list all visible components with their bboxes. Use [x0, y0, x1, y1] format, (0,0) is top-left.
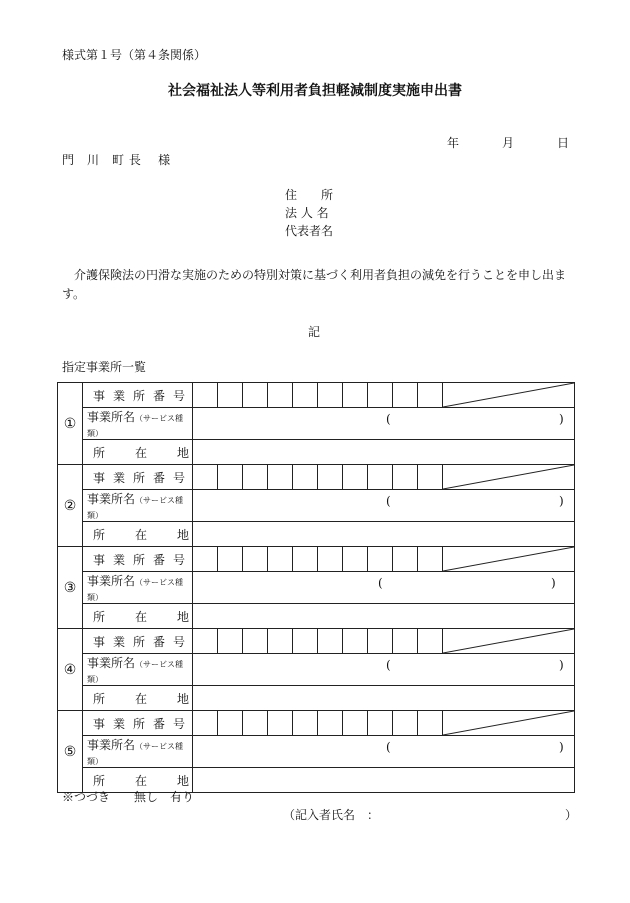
- service-paren-open: (: [378, 576, 383, 590]
- office-number-label-char: 業: [112, 634, 125, 649]
- office-number-digit-box[interactable]: [218, 465, 243, 490]
- office-number-digit-box[interactable]: [418, 711, 443, 736]
- continuation-note: ※つづき 無し 有り: [62, 790, 195, 804]
- office-number-digit-box[interactable]: [243, 465, 268, 490]
- service-paren-close: ): [559, 412, 564, 426]
- office-name-text: 事業所名: [87, 656, 136, 670]
- office-number-digit-box[interactable]: [393, 711, 418, 736]
- office-number-label-char: 号: [172, 634, 185, 649]
- office-number-label-char: 所: [132, 716, 145, 731]
- service-paren-open: (: [386, 412, 391, 426]
- service-paren-close: ): [559, 740, 564, 754]
- office-number-label: [83, 383, 193, 408]
- service-type-text: （サービス種類）: [87, 496, 184, 520]
- location-row: [58, 440, 575, 465]
- body-sentence: 介護保険法の円滑な実施のための特別対策に基づく利用者負担の減免を行うことを申し出ます。: [62, 268, 567, 301]
- form-number: 様式第１号（第４条関係）: [62, 48, 207, 62]
- office-number-digit-box[interactable]: [243, 383, 268, 408]
- office-number-row: [58, 383, 575, 408]
- office-number-digit-box[interactable]: [343, 711, 368, 736]
- office-number-digit-box[interactable]: [343, 629, 368, 654]
- office-number-digit-box[interactable]: [268, 547, 293, 572]
- office-number-label-char: 事: [93, 470, 106, 485]
- office-number-label: [83, 547, 193, 572]
- office-number-digit-box[interactable]: [293, 547, 318, 572]
- location-input[interactable]: [193, 522, 575, 547]
- office-number-label: [83, 465, 193, 490]
- office-list-table: [57, 382, 575, 793]
- office-name-row: [58, 736, 575, 768]
- office-number-digit-box[interactable]: [193, 383, 218, 408]
- service-paren-open: (: [386, 658, 391, 672]
- office-name-input[interactable]: [193, 736, 575, 768]
- date-month: 月: [502, 136, 515, 150]
- location-label: [83, 686, 193, 711]
- office-name-text: 事業所名: [87, 410, 136, 424]
- office-number-digit-box[interactable]: [218, 547, 243, 572]
- entry-marker: ④: [58, 629, 83, 711]
- office-number-label-char: 番: [152, 470, 165, 485]
- office-number-label: [83, 629, 193, 654]
- office-number-label-char: 号: [172, 388, 185, 403]
- office-number-digit-box[interactable]: [368, 465, 393, 490]
- office-number-digit-box[interactable]: [368, 711, 393, 736]
- office-number-label-char: 業: [112, 552, 125, 567]
- office-name-input[interactable]: [193, 572, 575, 604]
- office-number-digit-box[interactable]: [293, 465, 318, 490]
- location-label-char: 地: [176, 527, 189, 542]
- office-number-label-char: 所: [132, 634, 145, 649]
- office-number-digit-box[interactable]: [293, 711, 318, 736]
- office-number-digit-box[interactable]: [243, 629, 268, 654]
- entry-marker: ⑤: [58, 711, 83, 793]
- office-number-label-char: 事: [93, 388, 106, 403]
- office-number-digit-box[interactable]: [393, 465, 418, 490]
- office-number-digit-box[interactable]: [343, 383, 368, 408]
- office-number-digit-box[interactable]: [268, 629, 293, 654]
- location-label-char: 在: [134, 773, 147, 788]
- office-number-label-char: 事: [93, 552, 106, 567]
- office-number-digit-box[interactable]: [418, 547, 443, 572]
- location-label-char: 所: [93, 445, 106, 460]
- body-text: [62, 266, 574, 304]
- location-label: [83, 440, 193, 465]
- office-number-row: [58, 465, 575, 490]
- office-number-digit-box[interactable]: [268, 383, 293, 408]
- office-number-label-char: 番: [152, 634, 165, 649]
- diagonal-slash: [443, 629, 574, 653]
- office-name-label: [83, 654, 193, 686]
- office-number-slash-cell: [443, 547, 575, 572]
- office-number-digit-box[interactable]: [218, 383, 243, 408]
- office-number-digit-box[interactable]: [393, 629, 418, 654]
- office-number-digit-box[interactable]: [318, 629, 343, 654]
- service-paren-close: ): [551, 576, 556, 590]
- office-number-slash-cell: [443, 383, 575, 408]
- office-number-digit-box[interactable]: [343, 465, 368, 490]
- office-number-digit-box[interactable]: [393, 383, 418, 408]
- location-label: [83, 604, 193, 629]
- office-name-row: [58, 490, 575, 522]
- office-number-digit-box[interactable]: [368, 629, 393, 654]
- location-row: [58, 604, 575, 629]
- location-row: [58, 686, 575, 711]
- office-number-label-char: 所: [132, 388, 145, 403]
- entry-marker: ③: [58, 547, 83, 629]
- location-input[interactable]: [193, 604, 575, 629]
- office-name-row: [58, 408, 575, 440]
- office-number-label-char: 番: [152, 552, 165, 567]
- location-label-char: 在: [134, 691, 147, 706]
- location-label-char: 地: [176, 445, 189, 460]
- location-label-char: 地: [176, 773, 189, 788]
- office-number-digit-box[interactable]: [193, 465, 218, 490]
- location-label-char: 在: [134, 609, 147, 624]
- office-number-label-char: 業: [112, 388, 125, 403]
- office-number-digit-box[interactable]: [318, 711, 343, 736]
- date-year: 年: [447, 136, 460, 150]
- office-name-input[interactable]: [193, 490, 575, 522]
- location-label: [83, 522, 193, 547]
- office-number-digit-box[interactable]: [243, 547, 268, 572]
- diagonal-slash: [443, 465, 574, 489]
- location-input[interactable]: [193, 768, 575, 793]
- office-name-label: [83, 736, 193, 768]
- office-name-text: 事業所名: [87, 738, 136, 752]
- office-number-row: [58, 711, 575, 736]
- entry-marker: ①: [58, 383, 83, 465]
- office-number-slash-cell: [443, 465, 575, 490]
- office-number-label-char: 号: [172, 716, 185, 731]
- location-label-char: 所: [93, 691, 106, 706]
- office-number-digit-box[interactable]: [293, 629, 318, 654]
- office-number-digit-box[interactable]: [268, 711, 293, 736]
- recorder-name-field: （記入者氏名 ： ）: [283, 808, 578, 822]
- office-number-label-char: 所: [132, 552, 145, 567]
- office-number-label-char: 事: [93, 716, 106, 731]
- office-name-text: 事業所名: [87, 492, 136, 506]
- office-name-input[interactable]: [193, 654, 575, 686]
- office-number-label-char: 事: [93, 634, 106, 649]
- office-name-row: [58, 654, 575, 686]
- office-number-digit-box[interactable]: [193, 629, 218, 654]
- date-day: 日: [557, 136, 570, 150]
- office-number-digit-box[interactable]: [368, 547, 393, 572]
- office-number-label-char: 業: [112, 716, 125, 731]
- service-paren-close: ): [559, 494, 564, 508]
- office-number-digit-box[interactable]: [318, 465, 343, 490]
- office-name-row: [58, 572, 575, 604]
- office-number-label-char: 号: [172, 552, 185, 567]
- document-title: 社会福祉法人等利用者負担軽減制度実施申出書: [168, 83, 462, 99]
- list-heading: 指定事業所一覧: [62, 360, 147, 374]
- location-label-char: 在: [134, 445, 147, 460]
- office-number-label-char: 所: [132, 470, 145, 485]
- location-label-char: 在: [134, 527, 147, 542]
- office-number-digit-box[interactable]: [318, 547, 343, 572]
- location-input[interactable]: [193, 686, 575, 711]
- office-number-label-char: 番: [152, 388, 165, 403]
- ki-heading: 記: [308, 325, 321, 339]
- diagonal-slash: [443, 711, 574, 735]
- office-number-digit-box[interactable]: [418, 629, 443, 654]
- applicant-corp-name-label: 法 人 名: [285, 206, 329, 220]
- service-type-text: （サービス種類）: [87, 742, 184, 766]
- applicant-address-label: 住 所: [285, 188, 334, 202]
- location-label-char: 地: [176, 609, 189, 624]
- office-number-slash-cell: [443, 711, 575, 736]
- service-paren-close: ): [559, 658, 564, 672]
- location-label-char: 所: [93, 773, 106, 788]
- office-name-label: [83, 572, 193, 604]
- addressee: 門 川 町 長 様: [62, 153, 171, 167]
- service-paren-open: (: [386, 740, 391, 754]
- office-number-digit-box[interactable]: [343, 547, 368, 572]
- office-number-digit-box[interactable]: [218, 711, 243, 736]
- entry-marker: ②: [58, 465, 83, 547]
- office-number-digit-box[interactable]: [368, 383, 393, 408]
- service-type-text: （サービス種類）: [87, 660, 184, 684]
- office-number-digit-box[interactable]: [318, 383, 343, 408]
- location-row: [58, 522, 575, 547]
- office-number-digit-box[interactable]: [243, 711, 268, 736]
- service-paren-open: (: [386, 494, 391, 508]
- location-input[interactable]: [193, 440, 575, 465]
- office-number-digit-box[interactable]: [293, 383, 318, 408]
- office-number-label: [83, 711, 193, 736]
- office-name-label: [83, 490, 193, 522]
- office-number-slash-cell: [443, 629, 575, 654]
- diagonal-slash: [443, 383, 574, 407]
- office-name-text: 事業所名: [87, 574, 136, 588]
- office-number-digit-box[interactable]: [418, 383, 443, 408]
- location-label-char: 地: [176, 691, 189, 706]
- office-number-label-char: 番: [152, 716, 165, 731]
- office-number-digit-box[interactable]: [393, 547, 418, 572]
- office-number-digit-box[interactable]: [418, 465, 443, 490]
- applicant-representative-label: 代表者名: [285, 224, 334, 238]
- location-label-char: 所: [93, 527, 106, 542]
- office-number-digit-box[interactable]: [193, 547, 218, 572]
- service-type-text: （サービス種類）: [87, 578, 184, 602]
- office-number-digit-box[interactable]: [218, 629, 243, 654]
- office-number-label-char: 号: [172, 470, 185, 485]
- office-number-row: [58, 629, 575, 654]
- diagonal-slash: [443, 547, 574, 571]
- service-type-text: （サービス種類）: [87, 414, 184, 438]
- office-number-digit-box[interactable]: [193, 711, 218, 736]
- office-name-label: [83, 408, 193, 440]
- office-name-input[interactable]: [193, 408, 575, 440]
- office-number-digit-box[interactable]: [268, 465, 293, 490]
- office-number-label-char: 業: [112, 470, 125, 485]
- location-label-char: 所: [93, 609, 106, 624]
- office-number-row: [58, 547, 575, 572]
